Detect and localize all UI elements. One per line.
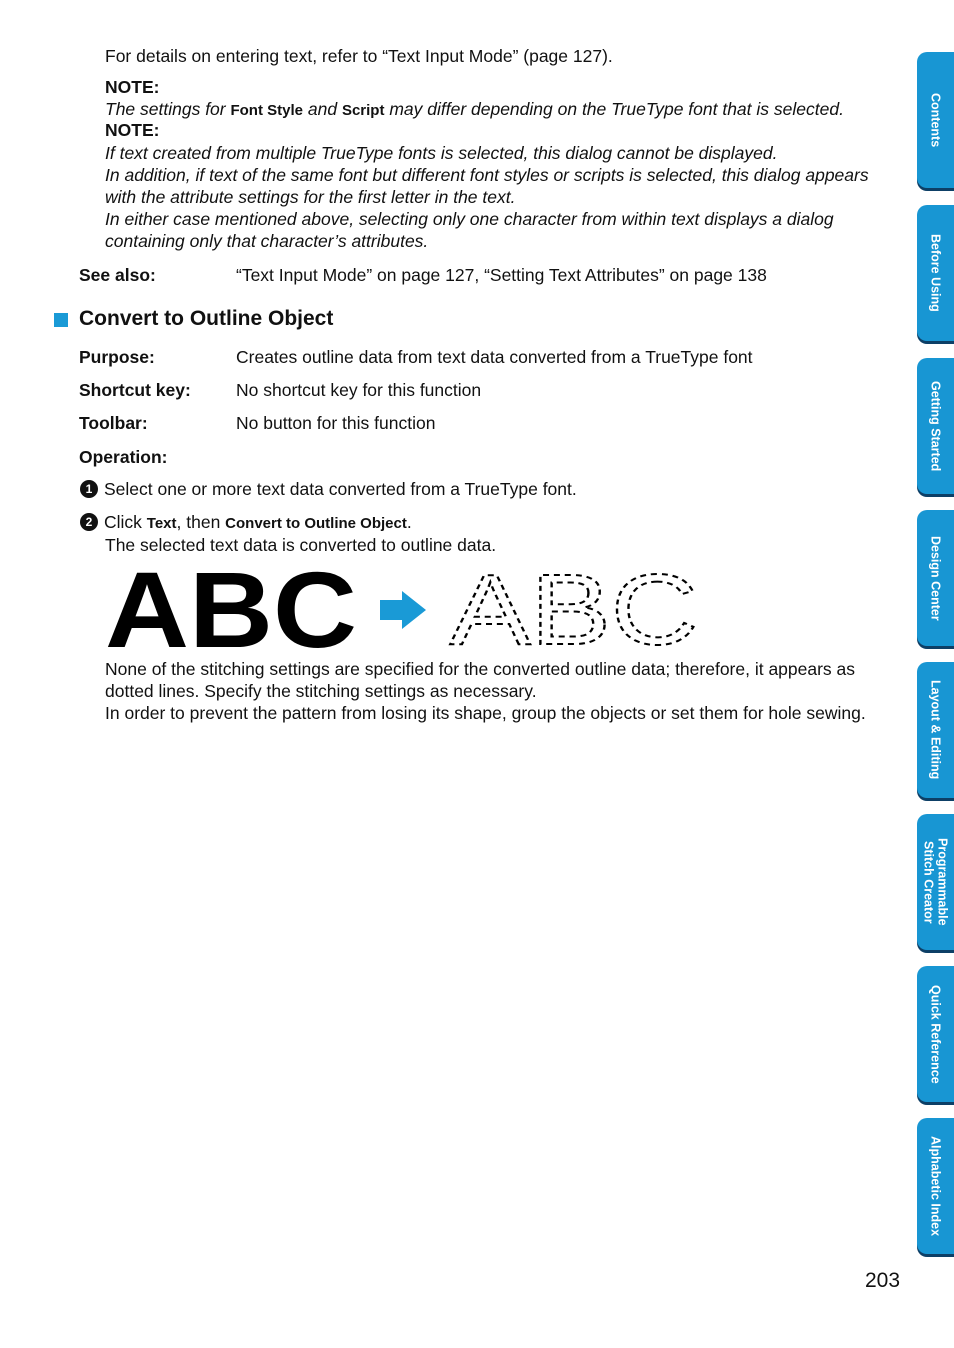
see-also-label: See also: (79, 265, 156, 285)
font-style-command: Font Style (230, 102, 303, 119)
page-number: 203 (865, 1269, 901, 1292)
note1-text: The settings for Font Style and Script may differ depending on the TrueType font that is selected. (105, 99, 844, 119)
tab-programmable-stitch-creator[interactable]: Programmable Stitch Creator (917, 814, 954, 950)
step-number-icon: 2 (80, 513, 98, 531)
tab-before-using[interactable]: Before Using (917, 205, 954, 341)
operation-label: Operation: (79, 447, 168, 467)
see-also-value: “Text Input Mode” on page 127, “Setting Text Attributes” on page 138 (236, 265, 767, 285)
tab-alphabetic-index[interactable]: Alphabetic Index (917, 1118, 954, 1254)
section-title: Convert to Outline Object (79, 307, 334, 330)
text-menu-command: Text (146, 515, 177, 532)
section-bullet-icon (54, 313, 68, 327)
shortcut-value: No shortcut key for this function (236, 380, 482, 400)
toolbar-value: No button for this function (236, 413, 436, 433)
purpose-label: Purpose: (79, 347, 155, 367)
shortcut-label: Shortcut key: (79, 380, 191, 400)
purpose-value: Creates outline data from text data converted from a TrueType font (236, 347, 753, 367)
conversion-illustration (105, 560, 705, 655)
intro-text: For details on entering text, refer to “Text Input Mode” (page 127). (105, 46, 613, 66)
tab-contents[interactable]: Contents (917, 52, 954, 188)
note2-heading: NOTE: (105, 120, 160, 140)
closing-line: None of the stitching settings are specified for the converted outline data; therefore, it appears as (105, 659, 856, 679)
note2-line: containing only that character’s attributes. (105, 231, 429, 251)
step-number-icon: 1 (80, 480, 98, 498)
note1-heading: NOTE: (105, 77, 160, 97)
tab-design-center[interactable]: Design Center (917, 510, 954, 646)
step-2-result: The selected text data is converted to outline data. (105, 535, 497, 555)
step-2: 2 Click Text, then Convert to Outline Object. (80, 512, 412, 533)
step-text: Select one or more text data converted from a TrueType font. (104, 479, 577, 499)
arrow-right-icon (380, 591, 426, 629)
note2-line: with the attribute settings for the first letter in the text. (105, 187, 516, 207)
solid-abc-text: ABC (105, 560, 357, 655)
closing-line: dotted lines. Specify the stitching settings as necessary. (105, 681, 537, 701)
note2-line: In addition, if text of the same font but different font styles or scripts is selected, this dialog appears (105, 165, 869, 185)
note2-line: In either case mentioned above, selecting only one character from within text displays a dialog (105, 209, 834, 229)
tab-layout-editing[interactable]: Layout & Editing (917, 662, 954, 798)
convert-outline-command: Convert to Outline Object (225, 515, 407, 532)
note2-line: If text created from multiple TrueType fonts is selected, this dialog cannot be displayed. (105, 143, 778, 163)
toolbar-label: Toolbar: (79, 413, 148, 433)
tab-getting-started[interactable]: Getting Started (917, 358, 954, 494)
step-1 (80, 479, 577, 500)
closing-line: In order to prevent the pattern from losing its shape, group the objects or set them for hole sewing. (105, 703, 866, 723)
outline-abc-text: ABC (450, 560, 698, 655)
tab-quick-reference[interactable]: Quick Reference (917, 966, 954, 1102)
script-command: Script (341, 102, 385, 119)
